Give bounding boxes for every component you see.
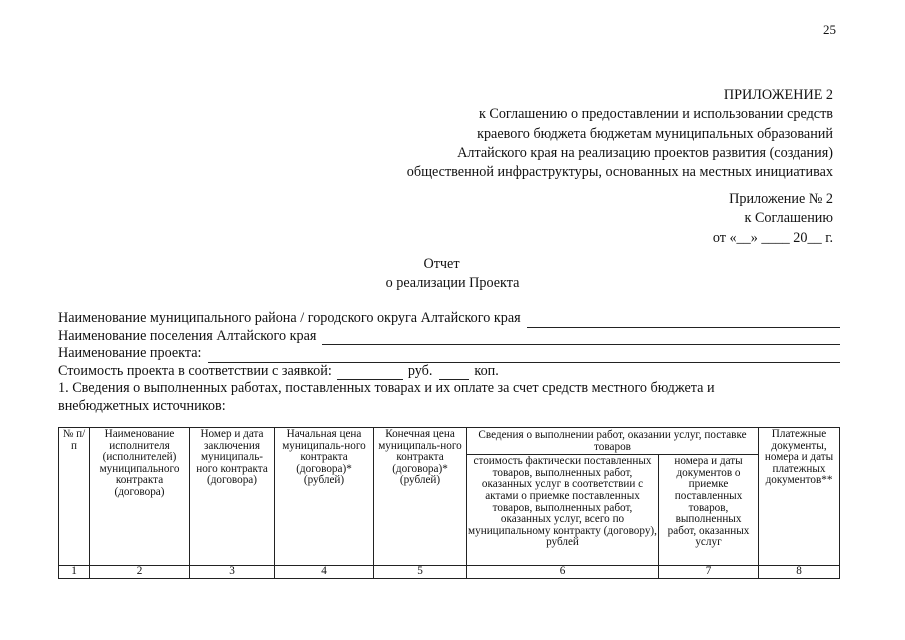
column-number: 5 <box>374 566 467 579</box>
col-final-price-header: Конечная цена муниципаль-ного контракта (договора)* (рублей) <box>374 428 467 566</box>
column-number: 7 <box>659 566 759 579</box>
appendix-line: краевого бюджета бюджетам муниципальных образований <box>477 125 833 142</box>
project-label: Наименование проекта: <box>58 345 202 362</box>
district-label: Наименование муниципального района / городского округа Алтайского края <box>58 310 521 326</box>
cost-rub-label: руб. <box>407 362 433 379</box>
col-acceptance-docs-header: номера и даты документов о приемке поставленных товаров, выполненных работ, оказанных услуг <box>659 455 759 566</box>
project-field <box>58 345 848 363</box>
section1-heading <box>58 380 848 415</box>
column-number: 2 <box>90 566 190 579</box>
sub-appendix-line: к Соглашению <box>744 210 833 227</box>
sub-appendix-line: от «__» ____ 20__ г. <box>712 229 833 246</box>
table-header-row <box>59 428 840 455</box>
appendix-line: Алтайского края на реализацию проектов развития (создания) <box>457 144 833 161</box>
project-blank <box>208 350 840 363</box>
cost-kop-label: коп. <box>474 362 499 379</box>
appendix-line: к Соглашению о предоставлении и использовании средств <box>478 106 833 123</box>
col-initial-price-header: Начальная цена муниципаль-ного контракта (договора)* (рублей) <box>275 428 374 566</box>
column-number: 8 <box>759 566 840 579</box>
cost-label: Стоимость проекта в соответствии с заявкой: <box>58 362 332 379</box>
settlement-field <box>58 328 848 346</box>
district-field <box>58 310 848 328</box>
sub-appendix-header <box>533 190 833 248</box>
col-group-header: Сведения о выполнении работ, оказании услуг, поставке товаров <box>467 428 759 455</box>
column-number: 1 <box>59 566 90 579</box>
district-blank <box>527 315 840 328</box>
col-actual-cost-header: стоимость фактически поставленных товаров, выполненных работ, оказанных услуг в соответствии с актами о приемке поставленных товаров, выполненных работ, оказанных услуг, всего по муниципальному контракту (договору), рублей <box>467 455 659 566</box>
col-number-header: № п/п <box>59 428 90 566</box>
section1-line: внебюджетных источников: <box>58 397 226 414</box>
column-number: 4 <box>275 566 374 579</box>
settlement-label: Наименование поселения Алтайского края <box>58 327 317 344</box>
settlement-blank <box>322 332 840 345</box>
col-executor-header: Наименование исполнителя (исполнителей) муниципального контракта (договора) <box>90 428 190 566</box>
report-title-block <box>0 255 905 293</box>
report-subtitle: о реализации Проекта <box>385 275 520 291</box>
table-row <box>59 566 840 579</box>
cost-kop-blank <box>439 367 469 380</box>
appendix-line: общественной инфраструктуры, основанных на местных инициативах <box>406 164 833 181</box>
works-table <box>58 427 840 579</box>
col-contract-number-header: Номер и дата заключения муниципаль-ного контракта (договора) <box>190 428 275 566</box>
sub-appendix-line: Приложение № 2 <box>729 191 833 207</box>
appendix-header <box>313 86 833 182</box>
cost-field <box>58 363 848 381</box>
section1-line: 1. Сведения о выполненных работах, поставленных товарах и их оплате за счет средств местного бюджета и <box>58 380 715 397</box>
appendix-line: ПРИЛОЖЕНИЕ 2 <box>723 87 833 103</box>
report-title: Отчет <box>423 256 460 272</box>
page-number: 25 <box>823 22 836 37</box>
col-payment-docs-header: Платежные документы, номера и даты платежных документов** <box>759 428 840 566</box>
column-number: 6 <box>467 566 659 579</box>
report-fields <box>58 310 848 416</box>
column-number: 3 <box>190 566 275 579</box>
cost-rub-blank <box>337 367 403 380</box>
